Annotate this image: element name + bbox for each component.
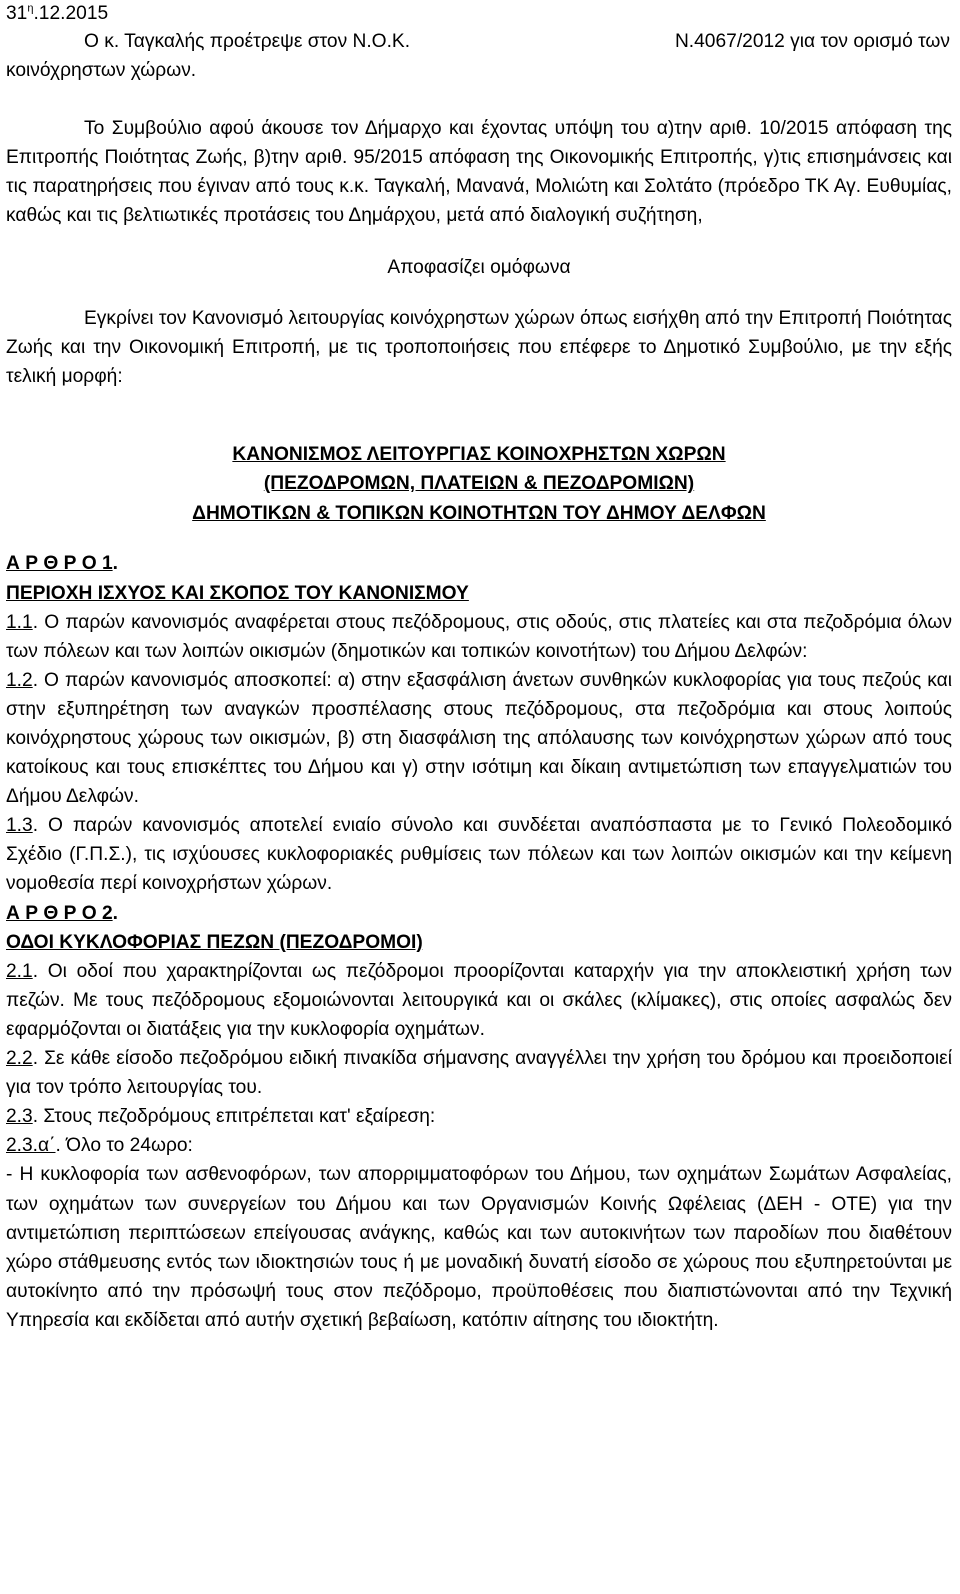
article-2-item: 2.3.α΄. Όλο το 24ωρο: <box>6 1135 193 1157</box>
article-2-item: 2.3. Στους πεζοδρόμους επιτρέπεται κατ' εξαίρεση: <box>6 1106 436 1128</box>
item-number: 2.1 <box>6 960 33 982</box>
item-text: Ο παρών κανονισμός αποτελεί ενιαίο σύνολο και συνδέεται αναπόσπαστα με το Γενικό Πολεοδομικό Σχέδιο (Γ.Π.Σ.), τις ισχύουσες κυκλοφοριακές ρυθμίσεις των πόλεων και των λοιπών οικισμών και την κείμενη νομοθεσία περί κοινοχρήστων χώρων. <box>6 815 952 895</box>
date-day: 31 <box>6 3 28 24</box>
regulation-title-line-1: ΚΑΝΟΝΙΣΜΟΣ ΛΕΙΤΟΥΡΓΙΑΣ ΚΟΙΝΟΧΡΗΣΤΩΝ ΧΩΡΩΝ <box>232 443 726 465</box>
date-suffix: η <box>27 2 34 15</box>
item-number: 2.3 <box>6 1106 33 1128</box>
item-number: 2.2 <box>6 1048 33 1070</box>
intro-line-1b: Ν.4067/2012 για τον ορισμό των <box>674 31 950 52</box>
item-text: Όλο το 24ωρο: <box>66 1135 193 1157</box>
item-number: 1.2 <box>6 669 33 691</box>
regulation-title <box>6 440 952 529</box>
regulation-title-line-3: ΔΗΜΟΤΙΚΩΝ & ΤΟΠΙΚΩΝ ΚΟΙΝΟΤΗΤΩΝ ΤΟΥ ΔΗΜΟΥ ΔΕΛΦΩΝ <box>192 502 766 524</box>
article-2-bullet: - Η κυκλοφορία των ασθενοφόρων, των απορριμματοφόρων του Δήμου, των οχημάτων Σωμάτων Ασφαλείας, των οχημάτων των συνεργείων του Δήμου και των Οργανισμών Κοινής Ωφέλειας (ΔΕΗ - ΟΤΕ) για την αντιμετώπιση περιπτώσεων επείγουσας ανάγκης, καθώς και των αυτοκινήτων των παροδίων που διαθέτουν χώρο στάθμευσης εντός των ιδιοκτησιών τους ή με μοναδική δυνατή είσοδο σε χώρους που εξυπηρετούνται με αυτοκίνητο από την πρόσωψή τους στον πεζόδρομο, προϋποθέσεις που διαπιστώνονται από την Τεχνική Υπηρεσία και εκδίδεται από αυτήν σχετική βεβαίωση, κατόπιν αίτησης του ιδιοκτήτη. <box>6 1164 952 1331</box>
intro-line-1 <box>6 27 952 56</box>
meeting-date <box>6 0 952 27</box>
approval-paragraph: Εγκρίνει τον Κανονισμό λειτουργίας κοινόχρηστων χώρων όπως εισήχθη από την Επιτροπή Ποιότητας Ζωής και την Οικονομική Επιτροπή, με τις τροποποιήσεις που επέφερε το Δημοτικό Συμβούλιο, με την εξής τελική μορφή: <box>6 307 952 387</box>
article-2-item: 2.1. Οι οδοί που χαρακτηρίζονται ως πεζόδρομοι προορίζονται καταρχήν για την αποκλειστική χρήση των πεζών. Με τους πεζόδρομους εξομοιώνονται λειτουργικά και οι σκάλες (κλίμακες), στις οποίες ασφαλώς δεν εφαρμόζονται οι διατάξεις για την κυκλοφορία οχημάτων. <box>6 960 952 1040</box>
article-1-item: 1.3. Ο παρών κανονισμός αποτελεί ενιαίο σύνολο και συνδέεται αναπόσπαστα με το Γενικό Πολεοδομικό Σχέδιο (Γ.Π.Σ.), τις ισχύουσες κυκλοφοριακές ρυθμίσεις των πόλεων και των λοιπών οικισμών και την κείμενη νομοθεσία περί κοινοχρήστων χώρων. <box>6 815 952 895</box>
article-1-label: Α Ρ Θ Ρ Ο 1. <box>6 553 118 575</box>
intro-line-1a: Ο κ. Ταγκαλής προέτρεψε στον Ν.Ο.Κ. <box>84 31 411 52</box>
item-text: Ο παρών κανονισμός αποσκοπεί: α) στην εξασφάλιση άνετων συνθηκών κυκλοφορίας για τους πεζούς και στην εξυπηρέτηση των αναγκών προσπέλασης στους πεζόδρομους, στα πεζοδρόμια και στους λοιπούς κοινόχρηστους χώρους των οικισμών, β) στη διασφάλιση της απόλαυσης των κοινόχρηστων χώρων από τους κατοίκους και τους επισκέπτες του Δήμου και γ) στην ισότιμη και δίκαιη αντιμετώπιση των επαγγελματιών του Δήμου Δελφών. <box>6 669 952 808</box>
item-text: Οι οδοί που χαρακτηρίζονται ως πεζόδρομοι προορίζονται καταρχήν για την αποκλειστική χρήση των πεζών. Με τους πεζόδρομους εξομοιώνονται λειτουργικά και οι σκάλες (κλίμακες), στις οποίες ασφαλώς δεν εφαρμόζονται οι διατάξεις για την κυκλοφορία οχημάτων. <box>6 960 952 1040</box>
article-2-title: ΟΔΟΙ ΚΥΚΛΟΦΟΡΙΑΣ ΠΕΖΩΝ (ΠΕΖΟΔΡΟΜΟΙ) <box>6 931 423 953</box>
council-paragraph: Το Συμβούλιο αφού άκουσε τον Δήμαρχο και έχοντας υπόψη του α)την αριθ. 10/2015 απόφαση της Επιτροπής Ποιότητας Ζωής, β)την αριθ. 95/2015 απόφαση της Οικονομικής Επιτροπής, γ)τις επισημάνσεις και τις παρατηρήσεις που έγιναν από τους κ.κ. Ταγκαλή, Μανανά, Μολιώτη και Σολτάτο (πρόεδρο ΤΚ Αγ. Ευθυμίας, καθώς και τις βελτιωτικές προτάσεις του Δημάρχου, μετά από διαλογική συζήτηση, <box>6 118 952 227</box>
article-1-item: 1.1. Ο παρών κανονισμός αναφέρεται στους πεζόδρομους, στις οδούς, στις πλατείες και στα πεζοδρόμια όλων των πόλεων και των λοιπών οικισμών (δημοτικών και τοπικών κοινοτήτων) του Δήμου Δελφών: <box>6 611 952 662</box>
item-text: Στους πεζοδρόμους επιτρέπεται κατ' εξαίρεση: <box>43 1106 436 1128</box>
decision-text: Αποφασίζει ομόφωνα <box>387 256 571 278</box>
item-text: Ο παρών κανονισμός αναφέρεται στους πεζόδρομους, στις οδούς, στις πλατείες και στα πεζοδρόμια όλων των πόλεων και των λοιπών οικισμών (δημοτικών και τοπικών κοινοτήτων) του Δήμου Δελφών: <box>6 611 952 662</box>
article-1-item: 1.2. Ο παρών κανονισμός αποσκοπεί: α) στην εξασφάλιση άνετων συνθηκών κυκλοφορίας για τους πεζούς και στην εξυπηρέτηση των αναγκών προσπέλασης στους πεζόδρομους, στα πεζοδρόμια και στους λοιπούς κοινόχρηστους χώρους των οικισμών, β) στη διασφάλιση της απόλαυσης των κοινόχρηστων χώρων από τους κατοίκους και τους επισκέπτες του Δήμου και γ) στην ισότιμη και δίκαιη αντιμετώπιση των επαγγελματιών του Δήμου Δελφών. <box>6 669 952 808</box>
item-number: 1.3 <box>6 815 33 837</box>
item-text: Σε κάθε είσοδο πεζοδρόμου ειδική πινακίδα σήμανσης αναγγέλλει την χρήση του δρόμου και προειδοποιεί για τον τρόπο λειτουργίας του. <box>6 1048 952 1099</box>
article-2-label: Α Ρ Θ Ρ Ο 2. <box>6 902 118 924</box>
intro-line-2: κοινόχρηστων χώρων. <box>6 60 197 82</box>
article-1-title: ΠΕΡΙΟΧΗ ΙΣΧΥΟΣ ΚΑΙ ΣΚΟΠΟΣ ΤΟΥ ΚΑΝΟΝΙΣΜΟΥ <box>6 582 469 604</box>
item-number: 2.3.α΄ <box>6 1135 56 1157</box>
article-2-item: 2.2. Σε κάθε είσοδο πεζοδρόμου ειδική πινακίδα σήμανσης αναγγέλλει την χρήση του δρόμου και προειδοποιεί για τον τρόπο λειτουργίας του. <box>6 1048 952 1099</box>
item-number: 1.1 <box>6 611 33 633</box>
regulation-title-line-2: (ΠΕΖΟΔΡΟΜΩΝ, ΠΛΑΤΕΙΩΝ & ΠΕΖΟΔΡΟΜΙΩΝ) <box>263 473 695 495</box>
date-rest: .12.2015 <box>33 3 109 24</box>
